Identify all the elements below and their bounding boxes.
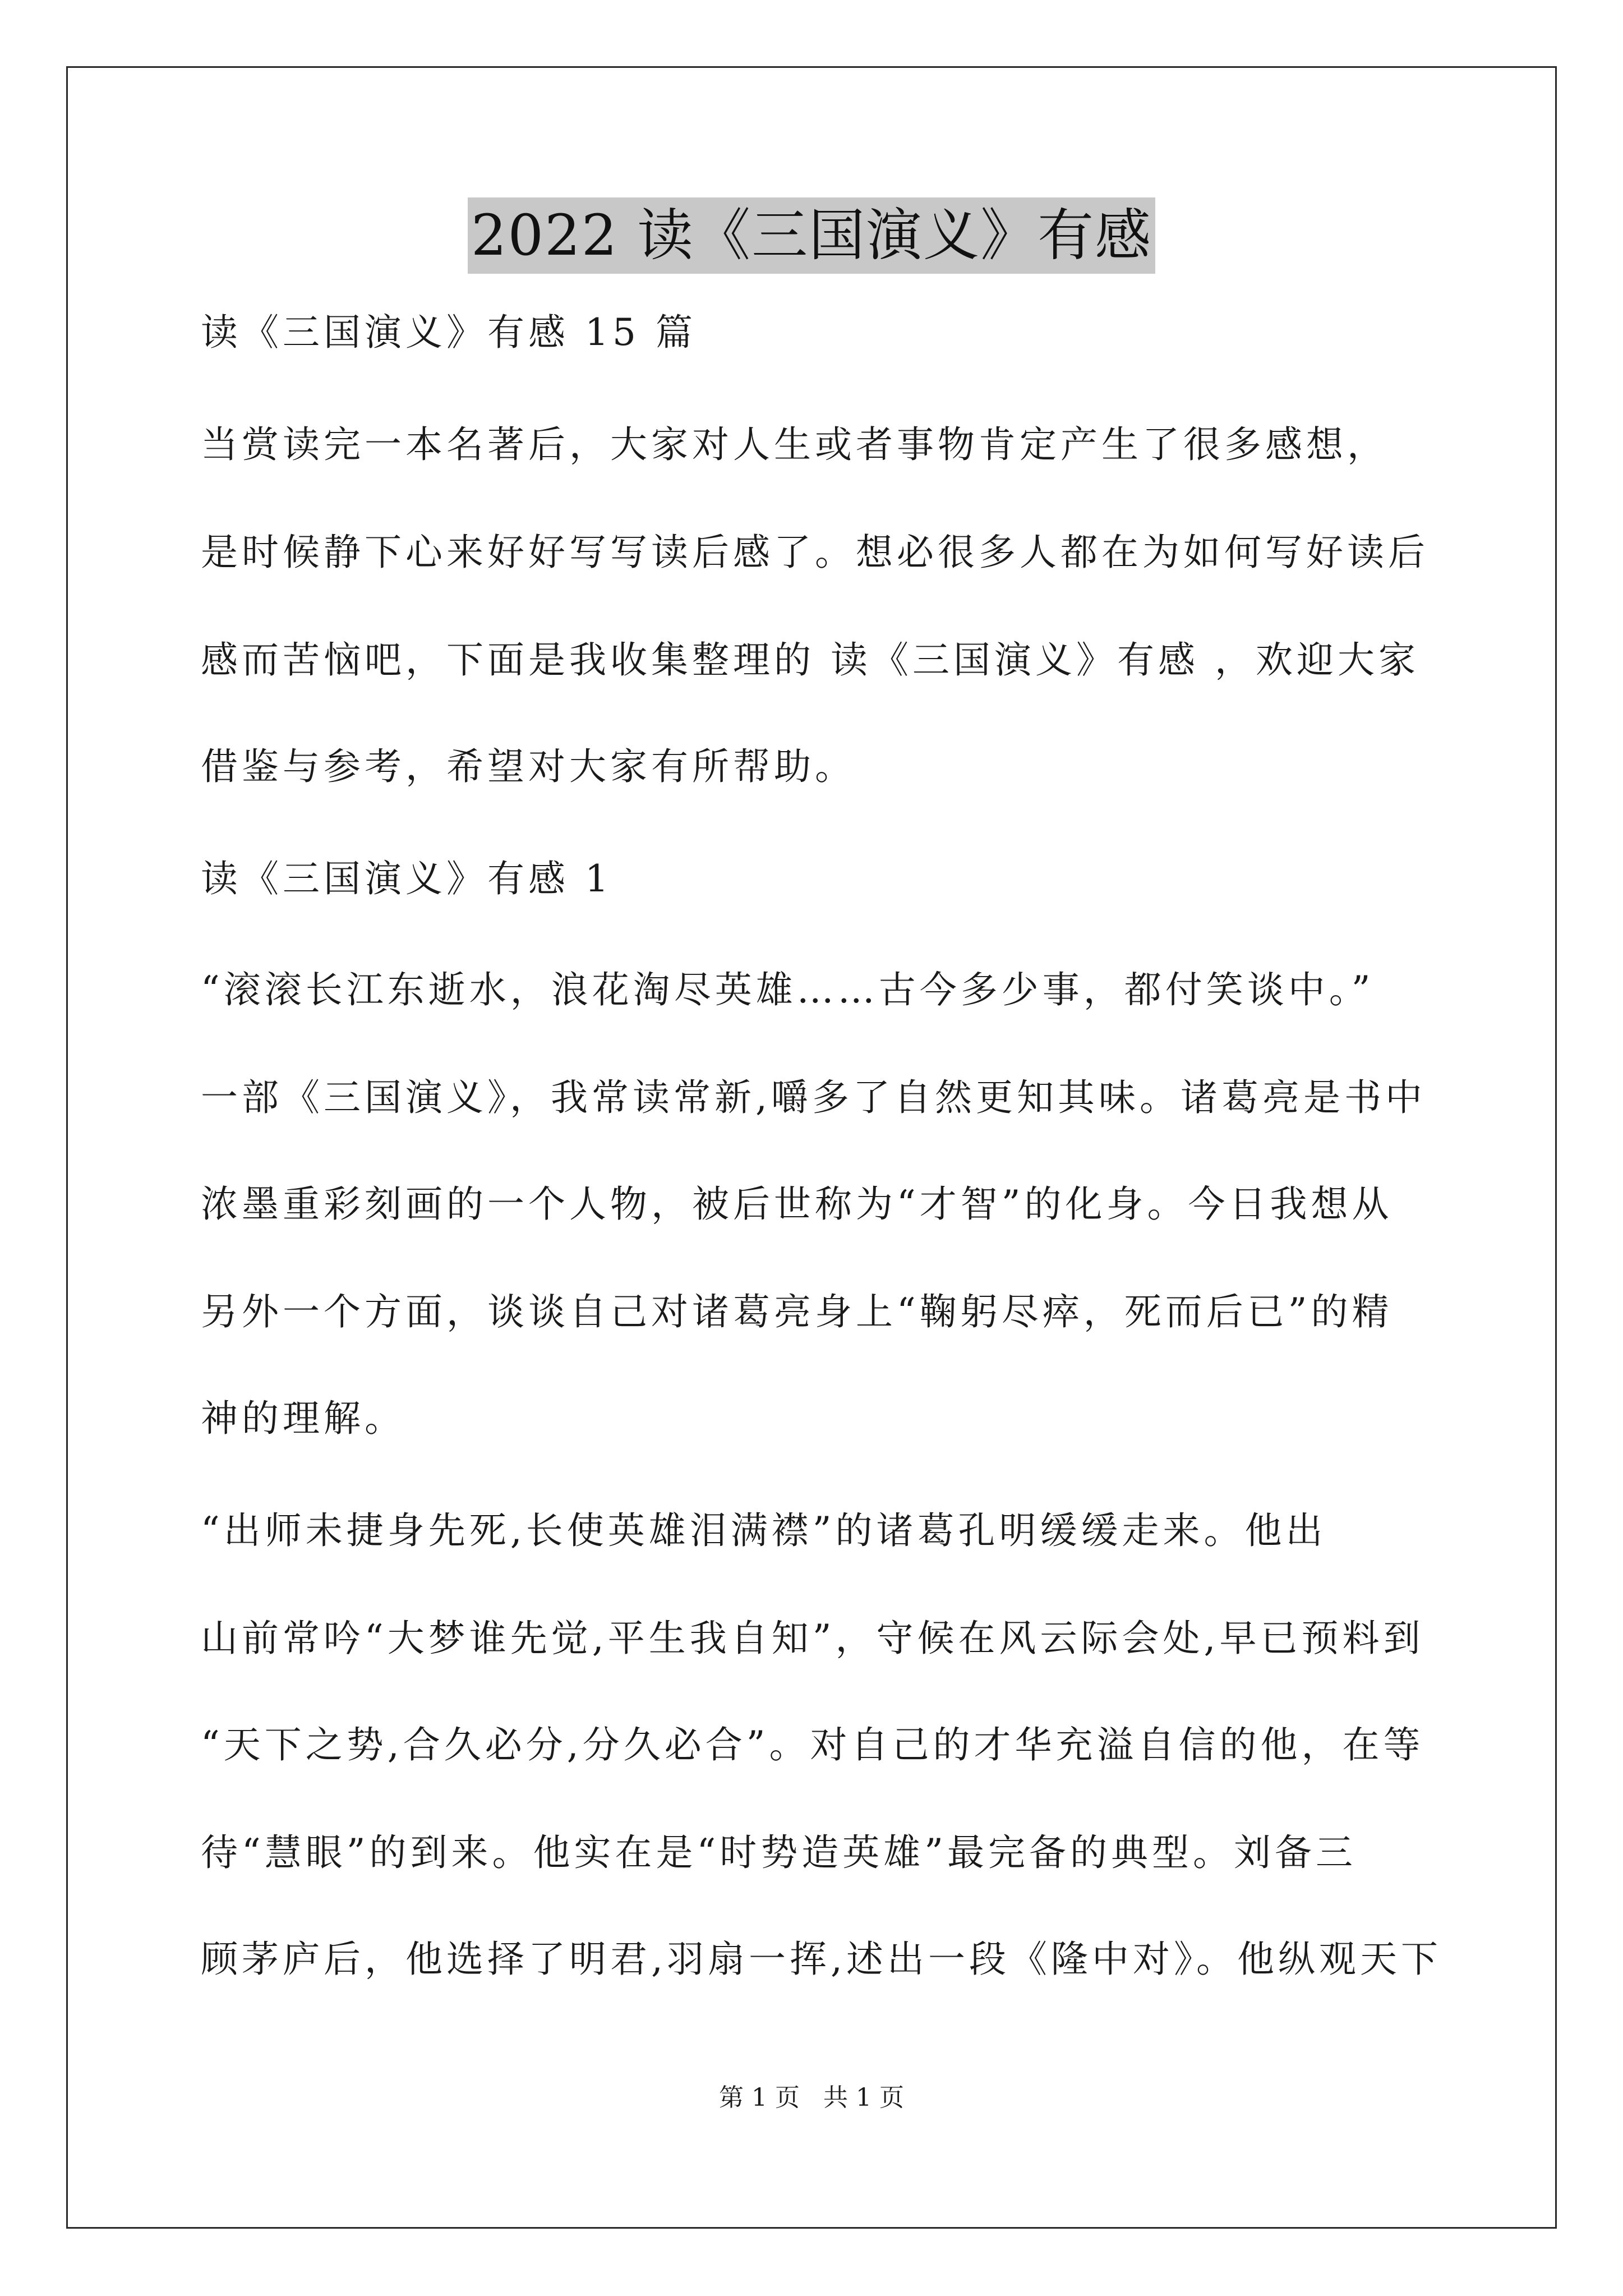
paragraph-line: 一部《三国演义》，我常读常新,嚼多了自然更知其味。诸葛亮是书中 xyxy=(201,1076,1426,1119)
page-number: 第 1 页 xyxy=(719,2083,800,2112)
paragraph-line: 浓墨重彩刻画的一个人物，被后世称为“才智”的化身。今日我想从 xyxy=(201,1182,1393,1226)
title-container xyxy=(0,197,1623,274)
paragraph-line: 山前常吟“大梦谁先觉,平生我自知”，守候在风云际会处,早已预料到 xyxy=(201,1617,1424,1660)
subtitle-line: 读《三国演义》有感 15 篇 xyxy=(201,311,697,354)
paragraph-line: “出师未捷身先死,长使英雄泪满襟”的诸葛孔明缓缓走来。他出 xyxy=(201,1509,1327,1552)
page-total: 共 1 页 xyxy=(823,2083,904,2112)
paragraph-line: 借鉴与参考，希望对大家有所帮助。 xyxy=(201,745,856,788)
paragraph-line: 顾茅庐后，他选择了明君,羽扇一挥,述出一段《隆中对》。他纵观天下 xyxy=(201,1938,1442,1981)
paragraph-line: 当赏读完一本名著后，大家对人生或者事物肯定产生了很多感想， xyxy=(201,423,1388,466)
paragraph-line: 待“慧眼”的到来。他实在是“时势造英雄”最完备的典型。刘备三 xyxy=(201,1831,1357,1874)
paragraph-line: “滚滚长江东逝水，浪花淘尽英雄……古今多少事，都付笑谈中。” xyxy=(201,968,1375,1011)
paragraph-line: 神的理解。 xyxy=(201,1397,405,1440)
paragraph-line: “天下之势,合久必分,分久必合”。对自己的才华充溢自信的他，在等 xyxy=(201,1723,1424,1766)
section-heading: 读《三国演义》有感 1 xyxy=(201,857,612,900)
document-title: 2022 读《三国演义》有感 xyxy=(468,197,1155,274)
paragraph-line: 另外一个方面，谈谈自己对诸葛亮身上“鞠躬尽瘁，死而后已”的精 xyxy=(201,1290,1393,1333)
paragraph-line: 感而苦恼吧，下面是我收集整理的 读《三国演义》有感 ，欢迎大家 xyxy=(201,638,1419,682)
page-footer xyxy=(0,2081,1623,2115)
page-border xyxy=(66,66,1557,2229)
paragraph-line: 是时候静下心来好好写写读后感了。想必很多人都在为如何写好读后 xyxy=(201,531,1429,574)
